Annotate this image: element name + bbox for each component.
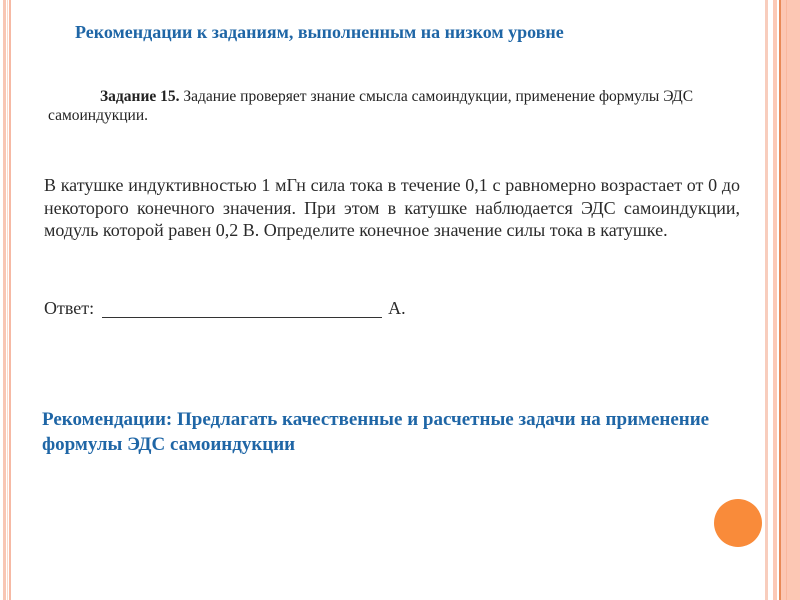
answer-label: Ответ: — [44, 298, 95, 318]
task-description: Задание проверяет знание смысла самоиндукции, применение формулы ЭДС самоиндукции. — [48, 88, 694, 124]
task-label: Задание 15. — [100, 88, 180, 105]
problem-text: В катушке индуктивностью 1 мГн сила тока в течение 0,1 с равномерно возрастает от 0 до некоторого конечного значения. При этом в катушке наблюдается ЭДС самоиндукции, модуль которой равен 0,2 В. Определите конечное значение силы тока в катушке. — [44, 175, 740, 240]
answer-unit: А. — [388, 298, 406, 318]
task-header — [48, 87, 738, 125]
right-border-stripe-dark — [779, 0, 781, 600]
answer-line — [44, 298, 406, 319]
left-border-stripe — [3, 0, 6, 600]
left-border-stripe — [9, 0, 11, 600]
slide-title: Рекомендации к заданиям, выполненным на низком уровне — [75, 22, 564, 42]
right-border-band — [781, 0, 800, 600]
left-border-stripe — [7, 0, 8, 600]
right-border-stripe — [765, 0, 768, 600]
orange-circle-icon — [714, 499, 762, 547]
recommendation-text: Рекомендации: Предлагать качественные и расчетные задачи на применение формулы ЭДС самоиндукции — [42, 409, 710, 455]
right-border-stripe — [773, 0, 777, 600]
answer-blank — [102, 299, 382, 318]
right-border-stripe — [786, 0, 787, 600]
